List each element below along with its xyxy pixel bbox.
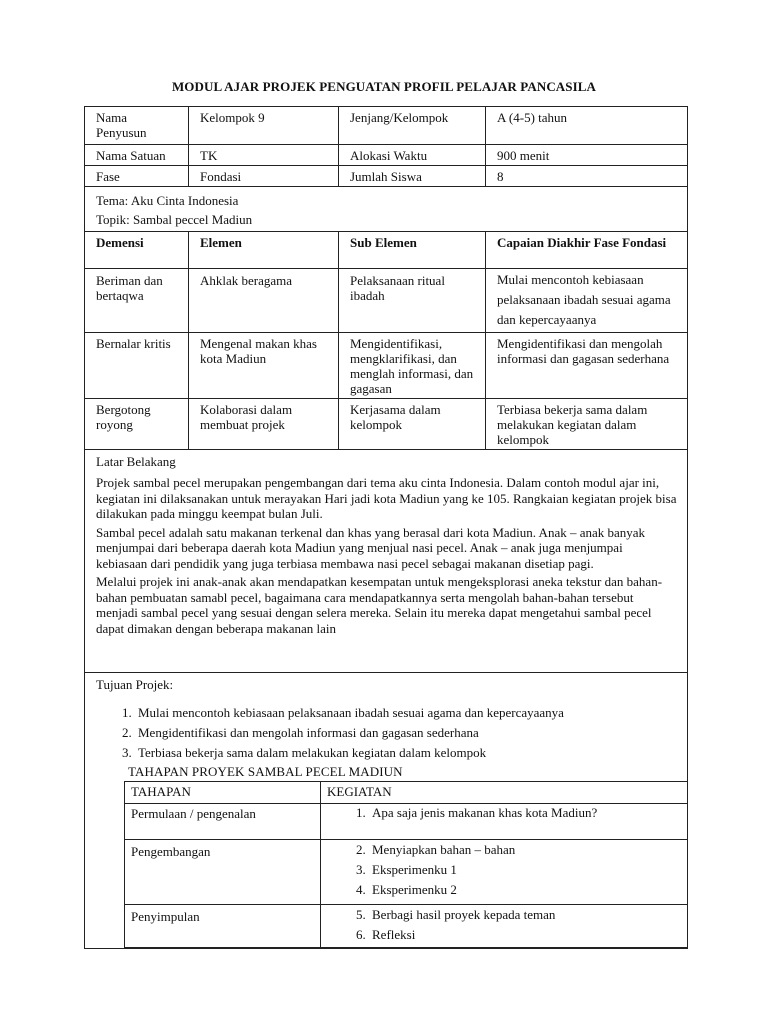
dimension-cell: Bergotong royong [85,399,189,450]
achievement-cell: Terbiasa bekerja sama dalam melakukan kegiatan dalam kelompok [486,399,688,450]
header-sub-elemen: Sub Elemen [339,232,486,269]
tujuan-row [85,673,688,949]
latar-paragraph-1: Projek sambal pecel merupakan pengembangan dari tema aku cinta Indonesia. Dalam contoh modul ajar ini, kegiatan ini dilaksanakan untuk merayakan Hari jadi kota Madiun yang ke 105. Rangkaian kegiatan projek bisa dilakukan pada minggu keempat bulan Juli. [96,475,677,521]
tujuan-list [96,703,677,763]
tema-text: Tema: Aku Cinta Indonesia [96,193,239,208]
document-title: MODUL AJAR PROJEK PENGUATAN PROFIL PELAJAR PANCASILA [171,79,597,94]
list-item: 1. Mulai mencontoh kebiasaan pelaksanaan ibadah sesuai agama dan kepercayaanya [135,703,677,723]
stage-row-penyimpulan [125,905,688,948]
list-item: 4. Eksperimenku 2 [369,880,681,900]
list-item: 5. Berbagi hasil proyek kepada teman [369,905,681,925]
activity-list [327,804,681,823]
info-row-tema [85,187,688,232]
header-demensi: Demensi [85,232,189,269]
tujuan-cell [85,673,688,949]
stage-row-pengembangan [125,840,688,905]
header-capaian: Capaian Diakhir Fase Fondasi [486,232,688,269]
stage-activities [321,804,688,840]
info-row-fase [85,166,688,187]
info-row-penyusun [85,107,688,145]
latar-belakang-row [85,450,688,673]
dimension-row-bergotong [85,399,688,450]
tujuan-title: Tujuan Projek: [96,677,174,692]
dimension-cell: Bernalar kritis [85,333,189,399]
sub-element-cell: Mengidentifikasi, mengklarifikasi, dan menglah informasi, dan gagasan [339,333,486,399]
list-item: 2. Mengidentifikasi dan mengolah informasi dan gagasan sederhana [135,723,677,743]
achievement-cell: Mulai mencontoh kebiasaan pelaksanaan ibadah sesuai agama dan kepercayaanya [486,269,688,333]
nama-penyusun-label: Nama Penyusun [85,107,189,145]
element-cell: Mengenal makan khas kota Madiun [189,333,339,399]
dimension-cell: Beriman dan bertaqwa [85,269,189,333]
sub-element-cell: Kerjasama dalam kelompok [339,399,486,450]
module-info-table [84,106,688,949]
jenjang-value: A (4-5) tahun [486,107,688,145]
dimension-header-row [85,232,688,269]
stage-activities [321,840,688,905]
achievement-cell: Mengidentifikasi dan mengolah informasi dan gagasan sederhana [486,333,688,399]
jumlah-siswa-value: 8 [486,166,688,187]
tahapan-header-row [125,782,688,804]
sub-element-cell: Pelaksanaan ritual ibadah [339,269,486,333]
activity-list [327,905,681,945]
tema-topik-cell [85,187,688,232]
element-cell: Ahklak beragama [189,269,339,333]
header-elemen: Elemen [189,232,339,269]
latar-paragraph-3: Melalui projek ini anak-anak akan mendapatkan kesempatan untuk mengeksplorasi aneka tekstur dan bahan-bahan pembuatan samabl pecel, bagaimana cara mendapatkannya serta mengolah bahan-bahan tersebut menjadi sambal pecel yang sesuai dengan selera mereka. Selain itu mereka dapat mengetahui sambal pecel dapat dimakan dengan beberapa makanan lain [96,574,663,636]
jenjang-label: Jenjang/Kelompok [339,107,486,145]
nama-penyusun-value: Kelompok 9 [189,107,339,145]
stage-name: Penyimpulan [125,905,321,948]
element-cell: Kolaborasi dalam membuat projek [189,399,339,450]
tahapan-title: TAHAPAN PROYEK SAMBAL PECEL MADIUN [128,764,403,779]
list-item: 6. Refleksi [369,925,681,945]
list-item: 3. Eksperimenku 1 [369,860,681,880]
latar-paragraph-2: Sambal pecel adalah satu makanan terkenal dan khas yang berasal dari kota Madiun. Anak – anak banyak menjumpai dari beberapa daerah kota Madiun yang menjual nasi pecel. Anak – anak juga menjumpai kebiasaan dari pendidik yang juga terbiasa membawa nasi pecel sebagai makanan disetiap pagi. [96,524,646,571]
stage-row-permulaan [125,804,688,840]
list-item: 2. Menyiapkan bahan – bahan [369,840,681,860]
dimension-row-beriman [85,269,688,333]
header-tahapan: TAHAPAN [125,782,321,804]
dimension-row-bernalar [85,333,688,399]
fase-value: Fondasi [189,166,339,187]
activity-list [327,840,681,900]
satuan-value: TK [189,145,339,166]
fase-label: Fase [85,166,189,187]
alokasi-label: Alokasi Waktu [339,145,486,166]
alokasi-value: 900 menit [486,145,688,166]
stage-name: Permulaan / pengenalan [125,804,321,840]
tahapan-table [124,781,688,948]
info-row-satuan [85,145,688,166]
topik-text: Topik: Sambal peccel Madiun [96,212,253,227]
header-kegiatan: KEGIATAN [321,782,688,804]
jumlah-siswa-label: Jumlah Siswa [339,166,486,187]
stage-name: Pengembangan [125,840,321,905]
latar-belakang-title: Latar Belakang [96,454,176,469]
list-item: 3. Terbiasa bekerja sama dalam melakukan kegiatan dalam kelompok [135,743,677,763]
latar-belakang-cell [85,450,688,673]
satuan-label: Nama Satuan [85,145,189,166]
list-item: 1. Apa saja jenis makanan khas kota Madiun? [369,804,681,823]
stage-activities [321,905,688,948]
